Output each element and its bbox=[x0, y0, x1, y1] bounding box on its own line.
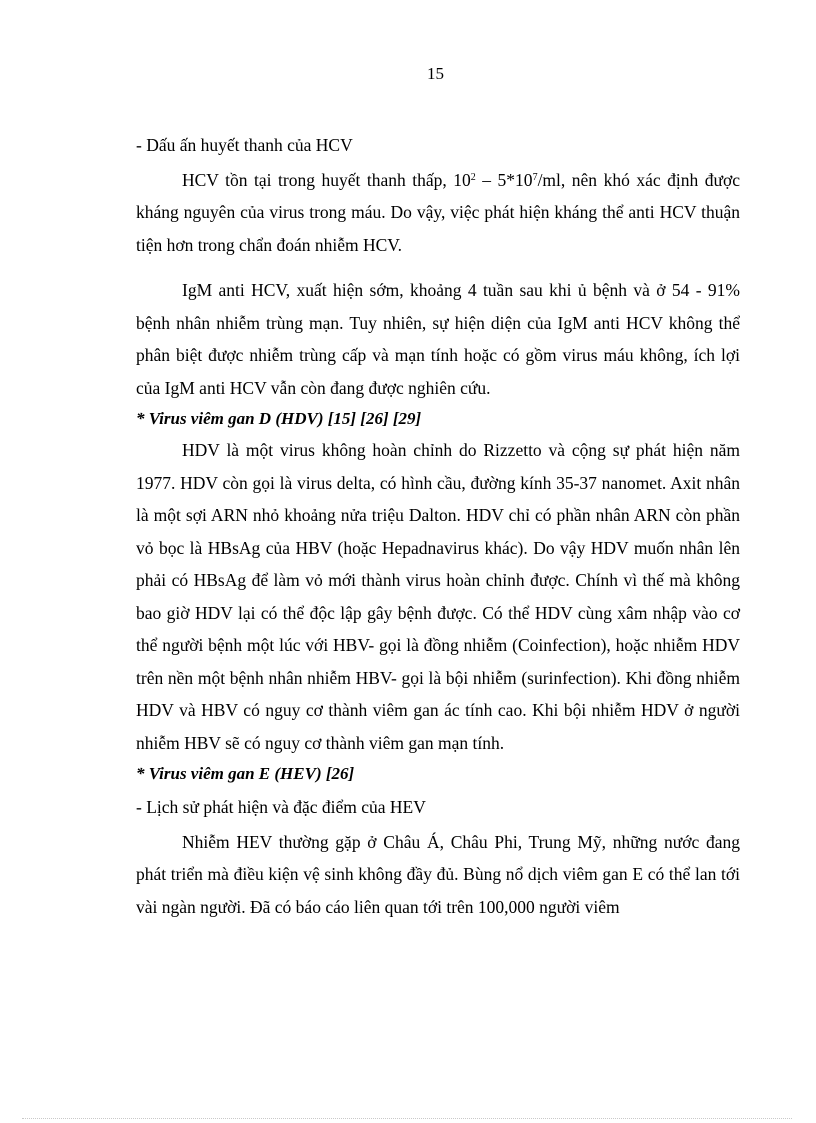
hcv-p1-mid: – 5*10 bbox=[475, 169, 533, 190]
hdv-paragraph-1: HDV là một virus không hoàn chỉnh do Rizzetto và cộng sự phát hiện năm 1977. HDV còn gọi là virus delta, có hình cầu, đường kính 35-37 nanomet. Axit nhân là một sợi ARN nhỏ khoảng nửa triệu Dalton. HDV chỉ có phần nhân ARN còn phần vỏ bọc là HBsAg của HBV (hoặc Hepadnavirus khác). Do vậy HDV muốn nhân lên phải có HBsAg để làm vỏ mới thành virus hoàn chỉnh được. Chính vì thế mà không bao giờ HDV lại có thể độc lập gây bệnh được. Có thể HDV cùng xâm nhập vào cơ thể người bệnh một lúc với HBV- gọi là đồng nhiễm (Coinfection), hoặc nhiễm HDV trên nền một bệnh nhân nhiễm HBV- gọi là bội nhiễm (surinfection). Khi đồng nhiễm HDV và HBV có nguy cơ thành viêm gan ác tính cao. Khi bội nhiễm HDV ở người nhiễm HBV sẽ có nguy cơ thành viêm gan mạn tính. bbox=[136, 440, 740, 753]
hcv-p1-exponent-1: 2 bbox=[470, 171, 476, 183]
hcv-marker-title: - Dấu ấn huyết thanh của HCV bbox=[136, 135, 353, 155]
hdv-heading: * Virus viêm gan D (HDV) [15] [26] [29] bbox=[136, 409, 422, 428]
hcv-paragraph-1 bbox=[136, 164, 740, 262]
hev-paragraph-1: Nhiễm HEV thường gặp ở Châu Á, Châu Phi, Trung Mỹ, những nước đang phát triển mà điều kiện vệ sinh không đầy đủ. Bùng nổ dịch viêm gan E có thể lan tới vài ngàn người. Đã có báo cáo liên quan tới trên 100,000 người viêm bbox=[136, 831, 740, 917]
hcv-p1-prefix: HCV tồn tại trong huyết thanh thấp, 10 bbox=[182, 169, 471, 190]
hev-heading: * Virus viêm gan E (HEV) [26] bbox=[136, 764, 355, 783]
hcv-p1-exponent-2: 7 bbox=[532, 171, 538, 183]
page-bottom-rule bbox=[22, 1118, 792, 1119]
hcv-paragraph-2: IgM anti HCV, xuất hiện sớm, khoảng 4 tuần sau khi ủ bệnh và ở 54 - 91% bệnh nhân nhiễm trùng mạn. Tuy nhiên, sự hiện diện của IgM anti HCV không thể phân biệt được nhiễm trùng cấp và mạn tính hoặc có gồm virus máu không, ích lợi của IgM anti HCV vẫn còn đang được nghiên cứu. bbox=[136, 280, 740, 398]
document-body bbox=[136, 129, 740, 923]
page-number: 15 bbox=[427, 64, 444, 83]
hcv-p1-rest: /ml, nên khó xác định được kháng nguyên của virus trong máu. Do vậy, việc phát hiện kháng thể anti HCV thuận tiện hơn trong chẩn đoán nhiễm HCV. bbox=[136, 169, 740, 255]
hev-history-title: - Lịch sử phát hiện và đặc điểm của HEV bbox=[136, 797, 426, 817]
